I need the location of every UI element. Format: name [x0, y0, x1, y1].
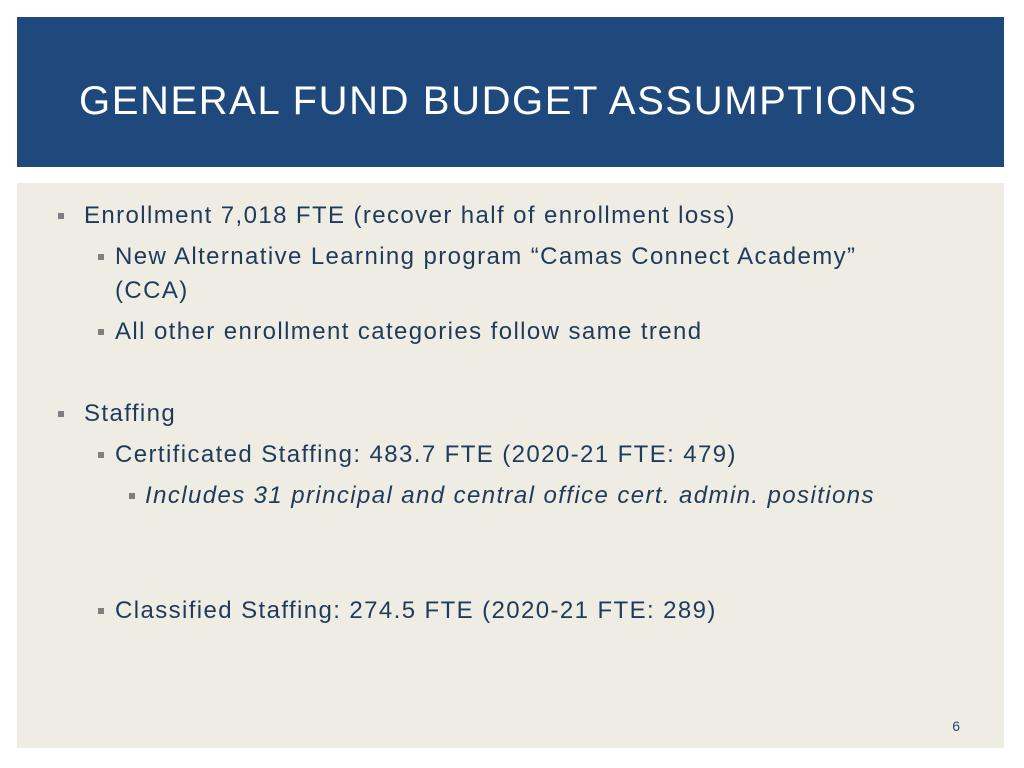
bullet-certificated-staffing: Certificated Staffing: 483.7 FTE (2020-21 FTE: 479)	[115, 441, 737, 468]
bullet-enrollment: Enrollment 7,018 FTE (recover half of enrollment loss)	[84, 202, 736, 229]
slide-title: GENERAL FUND BUDGET ASSUMPTIONS	[79, 79, 918, 123]
bullet-marker-icon	[58, 213, 64, 219]
bullet-admin-positions: Includes 31 principal and central office cert. admin. positions	[145, 482, 875, 509]
page-number: 6	[952, 718, 960, 734]
title-bar	[17, 17, 1004, 167]
bullet-cca: New Alternative Learning program “Camas Connect Academy” (CCA)	[115, 243, 857, 304]
bullet-marker-icon	[98, 254, 104, 260]
bullet-classified-staffing: Classified Staffing: 274.5 FTE (2020-21 FTE: 289)	[115, 597, 717, 624]
bullet-other-enrollment: All other enrollment categories follow same trend	[115, 318, 703, 345]
bullet-marker-icon	[98, 608, 104, 614]
bullet-staffing: Staffing	[84, 400, 177, 427]
bullet-marker-icon	[129, 493, 135, 499]
bullet-marker-icon	[98, 329, 104, 335]
bullet-marker-icon	[98, 452, 104, 458]
bullet-marker-icon	[58, 411, 64, 417]
